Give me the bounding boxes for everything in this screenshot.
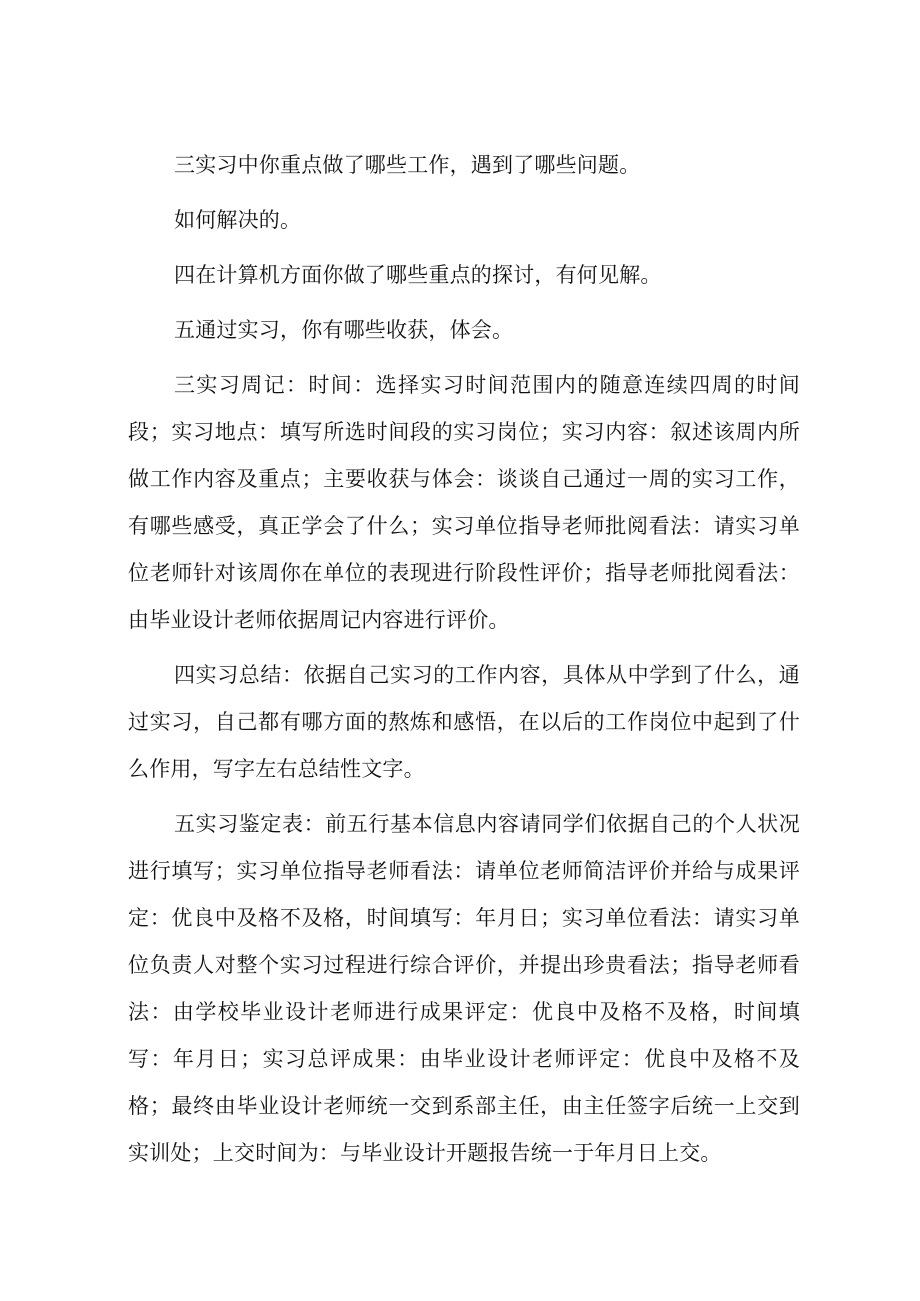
document-body <box>128 142 800 1177</box>
paragraph-appraisal-form: 五实习鉴定表：前五行基本信息内容请同学们依据自己的个人状况进行填写；实习单位指导老师看法：请单位老师简洁评价并给与成果评定：优良中及格不及格，时间填写：年月日；实习单位看法：请实习单位负责人对整个实习过程进行综合评价，并提出珍贵看法；指导老师看法：由学校毕业设计老师进行成果评定：优良中及格不及格，时间填写：年月日；实习总评成果：由毕业设计老师评定：优良中及格不及格；最终由毕业设计老师统一交到系部主任，由主任签字后统一上交到实训处；上交时间为：与毕业设计开题报告统一于年月日上交。 <box>128 812 800 1165</box>
paragraph-gains: 五通过实习，你有哪些收获，体会。 <box>174 318 514 342</box>
paragraph-work-problems: 三实习中你重点做了哪些工作，遇到了哪些问题。 <box>174 153 641 177</box>
paragraph-computer-research: 四在计算机方面你做了哪些重点的探讨，有何见解。 <box>174 263 662 287</box>
paragraph-weekly-journal: 三实习周记：时间：选择实习时间范围内的随意连续四周的时间段；实习地点：填写所选时间段的实习岗位；实习内容：叙述该周内所做工作内容及重点；主要收获与体会：谈谈自己通过一周的实习工作，有哪些感受，真正学会了什么；实习单位指导老师批阅看法：请实习单位老师针对该周你在单位的表现进行阶段性评价；指导老师批阅看法：由毕业设计老师依据周记内容进行评价。 <box>128 373 800 632</box>
paragraph-solutions: 如何解决的。 <box>174 208 302 232</box>
paragraph-internship-summary: 四实习总结：依据自己实习的工作内容，具体从中学到了什么，通过实习，自己都有哪方面的熬炼和感悟，在以后的工作岗位中起到了什么作用，写字左右总结性文字。 <box>128 663 800 781</box>
